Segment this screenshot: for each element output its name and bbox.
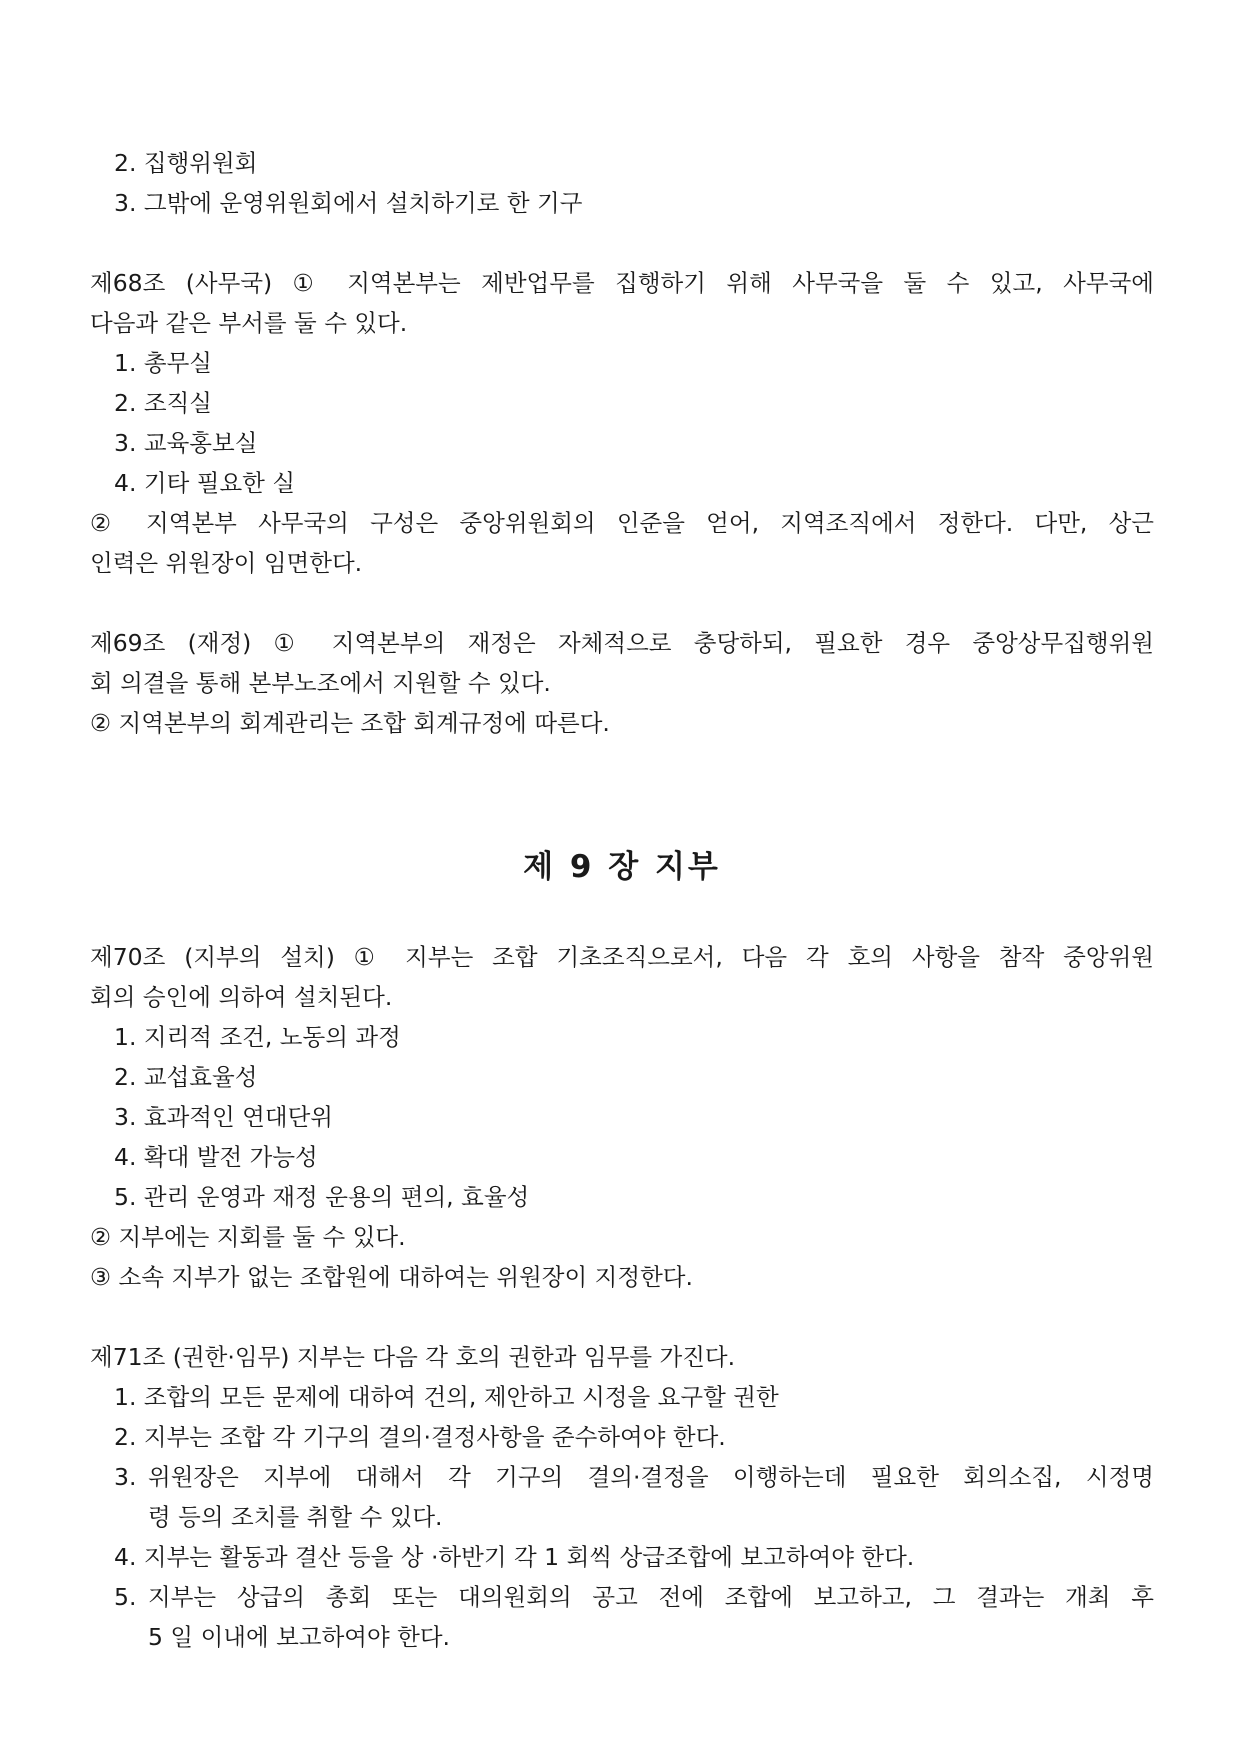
article-71-line-1: 제71조 (권한·임무) 지부는 다음 각 호의 권한과 임무를 가진다. xyxy=(90,1343,736,1371)
list-item-text-line-2: 령 등의 조치를 취할 수 있다. xyxy=(148,1503,443,1531)
list-item: 5. 관리 운영과 재정 운용의 편의, 효율성 xyxy=(114,1183,530,1211)
article-69-line-1: 제69조 (재정) ① 지역본부의 재정은 자체적으로 충당하되, 필요한 경우 중앙상무집행위원 xyxy=(90,629,1154,657)
article-69-line-2: 회 의결을 통해 본부노조에서 지원할 수 있다. xyxy=(90,669,551,697)
article-70-line-1: 제70조 (지부의 설치) ① 지부는 조합 기초조직으로서, 다음 각 호의 사항을 참작 중앙위원 xyxy=(90,943,1154,971)
chapter-heading: 제 9 장 지부 xyxy=(523,849,721,885)
article-68-paragraph-2-line-1: ② 지역본부 사무국의 구성은 중앙위원회의 인준을 얻어, 지역조직에서 정한다. 다만, 상근 xyxy=(90,509,1154,537)
article-68-paragraph-2-line-2: 인력은 위원장이 임면한다. xyxy=(90,549,363,577)
list-item: 1. 조합의 모든 문제에 대하여 건의, 제안하고 시정을 요구할 권한 xyxy=(114,1383,779,1411)
list-item: 4. 확대 발전 가능성 xyxy=(114,1143,318,1171)
article-68-line-2: 다음과 같은 부서를 둘 수 있다. xyxy=(90,309,408,337)
list-item: 1. 지리적 조건, 노동의 과정 xyxy=(114,1023,401,1051)
article-69 xyxy=(90,623,1154,743)
article-70-line-2: 회의 승인에 의하여 설치된다. xyxy=(90,983,393,1011)
list-item xyxy=(90,1457,1154,1537)
list-item: 2. 지부는 조합 각 기구의 결의·결정사항을 준수하여야 한다. xyxy=(114,1423,726,1451)
document-page xyxy=(90,143,1154,1657)
article-70-paragraph-3: ③ 소속 지부가 없는 조합원에 대하여는 위원장이 지정한다. xyxy=(90,1263,693,1291)
list-item: 4. 지부는 활동과 결산 등을 상 ·하반기 각 1 회씩 상급조합에 보고하여야 한다. xyxy=(114,1543,915,1571)
article-69-paragraph-2: ② 지역본부의 회계관리는 조합 회계규정에 따른다. xyxy=(90,709,610,737)
list-item-text-line-2: 5 일 이내에 보고하여야 한다. xyxy=(148,1623,451,1651)
list-item: 2. 교섭효율성 xyxy=(114,1063,258,1091)
list-item-number: 5. xyxy=(114,1583,137,1611)
list-item: 4. 기타 필요한 실 xyxy=(114,469,296,497)
article-70-paragraph-2: ② 지부에는 지회를 둘 수 있다. xyxy=(90,1223,406,1251)
list-item: 3. 효과적인 연대단위 xyxy=(114,1103,333,1131)
article-71 xyxy=(90,1337,1154,1657)
list-item: 2. 집행위원회 xyxy=(114,149,258,177)
article-70 xyxy=(90,937,1154,1297)
list-item-text xyxy=(148,1457,1154,1537)
article-68 xyxy=(90,263,1154,583)
list-item-text-line-1: 위원장은 지부에 대해서 각 기구의 결의·결정을 이행하는데 필요한 회의소집, 시정명 xyxy=(148,1463,1154,1491)
list-item-number: 3. xyxy=(114,1463,137,1491)
list-item: 2. 조직실 xyxy=(114,389,212,417)
list-item: 3. 그밖에 운영위원회에서 설치하기로 한 기구 xyxy=(114,189,583,217)
list-item xyxy=(90,1577,1154,1657)
list-item: 3. 교육홍보실 xyxy=(114,429,258,457)
list-item: 1. 총무실 xyxy=(114,349,212,377)
list-item-text-line-1: 지부는 상급의 총회 또는 대의원회의 공고 전에 조합에 보고하고, 그 결과는 개최 후 xyxy=(148,1583,1154,1611)
list-item-text xyxy=(148,1577,1154,1657)
article-68-line-1: 제68조 (사무국) ① 지역본부는 제반업무를 집행하기 위해 사무국을 둘 수 있고, 사무국에 xyxy=(90,269,1154,297)
